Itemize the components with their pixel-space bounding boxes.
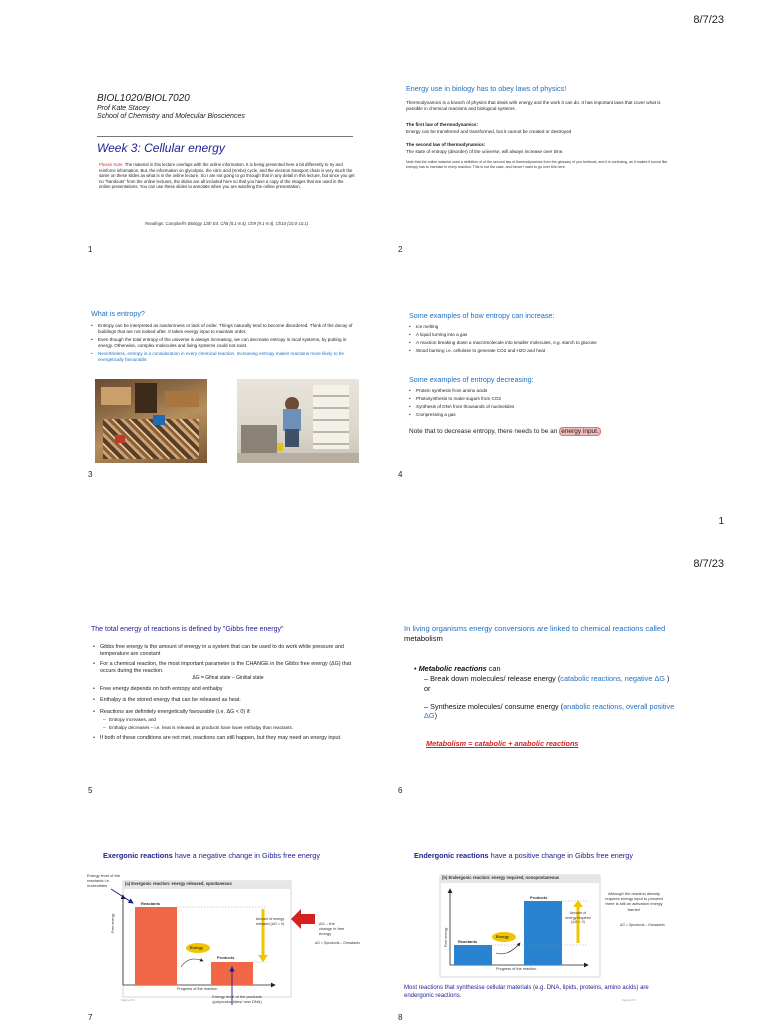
slide-8 [400, 845, 760, 1015]
list-item: – Enthalpy decreases – i.e. heat is released as products have lower enthalpy than reactants. [103, 725, 363, 731]
slide-number: 3 [88, 470, 93, 479]
note-text: The material in this lecture overlaps with the online information. It is being presented here a bit differently to try and reinforce information. But, the information on glycolysis, the citric acid (Krebs) cycle, and the electron transport chain is very much the same on these slides as what is in the online lecture. So I am not going to go through that in any detail in this lecture, but since you get no "handouts" from the online lectures, the slides are all included here so that you have a copy of the images that are used in the online presentations. You can use these slides to annotate when you are watching the online presentation. [99, 162, 355, 190]
list-item: • A liquid turning into a gas [409, 332, 677, 338]
list-item: • Enthalpy is the stored energy that can be released as heat. [93, 697, 363, 704]
slide-6 [400, 620, 760, 785]
second-law-heading: The second law of thermodynamics: [406, 142, 486, 147]
slide-7 [85, 845, 445, 1015]
title-bold: Exergonic reactions [103, 851, 173, 860]
slide-4 [400, 305, 760, 470]
list-item: • Photosynthesis to make sugars from CO2 [409, 396, 677, 402]
energy-label: Energy [496, 935, 509, 939]
energy-label: Energy [190, 946, 203, 950]
title-text: In living organisms energy conversions are linked to chemical reactions called [404, 624, 666, 633]
anabolic-text: anabolic reactions, overall positive ΔG [424, 701, 675, 721]
gibbs-equation: ΔG = Gfinal state – Ginitial state [192, 675, 264, 682]
slide-number: 5 [88, 786, 93, 795]
endergonic-caption: Most reactions that synthesise cellular materials (e.g. DNA, lipids, proteins, amino acids) are endergonic reactions. [404, 985, 649, 1000]
panel-title: (a) Exergonic reaction: energy released, spontaneous [125, 881, 232, 886]
metabolic-heading: • Metabolic reactions can [414, 664, 501, 673]
list-item: • Even though the total entropy of the universe is always increasing, we can decrease entropy in local systems, by putting in energy. Otherwise, complex molecules and living systems could not exist. [91, 337, 359, 349]
cleaning-room-photo [237, 379, 359, 463]
list-item: • Reactions are definitely energetically favourable (i.e. ΔG < 0) if: [93, 709, 363, 716]
list-item: • Ice melting [409, 324, 677, 330]
catabolic-item: – Break down molecules/ release energy (catabolic reactions, negative ΔG ) or [424, 673, 670, 693]
x-axis-label: Progress of the reaction [496, 967, 537, 971]
slide-3 [85, 305, 445, 470]
slide-number: 1 [88, 245, 93, 254]
amount-released-label: Amount of energy released (ΔG < 0) [255, 917, 285, 926]
activation-note: Although the reaction already requires energy input to proceed there is still an activation energy barrier! [605, 891, 663, 912]
increase-list [409, 324, 677, 356]
y-axis-label: Free energy [111, 913, 115, 933]
first-law-text: Energy can be transferred and transformed, but it cannot be created or destroyed [406, 129, 572, 134]
title-rest: have a positive change in Gibbs free energy [488, 851, 634, 860]
panel-title: (b) Endergonic reaction: energy required, nonspontaneous [442, 875, 560, 880]
metabolic-reactions [414, 664, 676, 721]
slide-title: Week 3: Cellular energy [97, 141, 225, 155]
slide-title [404, 624, 676, 644]
messy-room-photo [95, 379, 207, 463]
title-rest: have a negative change in Gibbs free energy [172, 851, 321, 860]
first-law-heading: The first law of thermodynamics: [406, 122, 478, 127]
delta-g-formula: ΔG = Gproducts – Greactants [315, 941, 360, 945]
delta-g-arrow [291, 909, 315, 929]
course-code: BIOL1020/BIOL7020 [97, 93, 190, 104]
list-item: • Protein synthesis from amino acids [409, 388, 677, 394]
page-date-top: 8/7/23 [693, 14, 724, 26]
products-label: Products [530, 895, 548, 900]
title-divider [97, 136, 353, 137]
metabolic-label: Metabolic reactions [418, 664, 487, 673]
delta-g-formula: ΔG = Gproducts – Greactants [620, 923, 665, 927]
slide-number: 7 [88, 1013, 93, 1022]
list-item: • If both of these conditions are not met, reactions can still happen, but they may need an energy input. [93, 735, 363, 742]
products-energy-note: Energy level of the products (polynucleotides/ new DNA) [212, 994, 262, 1005]
gibbs-bullets [93, 644, 363, 745]
note-text: Note that to decrease entropy, there needs to be an [409, 428, 560, 435]
list-item: • For a chemical reaction, the most important parameter is the CHANGE in the Gibbs free energy (ΔG) that occurs during the reaction. [93, 661, 363, 676]
exergonic-diagram [85, 845, 445, 1015]
slide-5 [85, 620, 445, 785]
reactants-bar [454, 945, 492, 965]
slide-title: The total energy of reactions is defined by "Gibbs free energy" [91, 626, 284, 633]
please-note [99, 162, 355, 190]
x-axis-label: Progress of the reaction [177, 987, 218, 991]
lecturer-name: Prof Kate Stacey [97, 105, 150, 112]
list-item: • Entropy can be interpreted as randomness or lack of order. Things naturally tend to become disordered. Think of the decay of buildings that are not looked after. It takes energy input to maintain order. [91, 323, 359, 335]
y-axis-label: Free energy [444, 927, 448, 947]
list-item: • Gibbs free energy is the amount of energy in a system that can be used to do work while pressure and temperature are constant [93, 644, 363, 659]
favourable-conditions [93, 717, 363, 731]
page-date-mid: 8/7/23 [693, 558, 724, 570]
list-item: • Wood burning i.e. cellulose to generate CO2 and H2O and heat [409, 348, 677, 354]
slide-1 [85, 85, 445, 245]
entropy-bullets [91, 323, 359, 365]
catabolic-text: catabolic reactions, negative ΔG [560, 673, 665, 683]
list-item: • Nevertheless, entropy is a consideration in every chemical reaction. Increasing entropy makes reactions more likely to be energetically favourable. [91, 351, 359, 363]
slide-2 [400, 80, 760, 250]
second-law-text: The state of entropy (disorder) of the universe, will always increase over time. [406, 149, 564, 154]
figure-ref: Figure 8.6 [622, 998, 636, 1002]
decrease-title: Some examples of entropy decreasing: [409, 375, 534, 384]
page-number: 1 [718, 516, 724, 527]
list-item: • Free energy depends on both entropy and enthalpy [93, 686, 363, 693]
decrease-list [409, 388, 677, 420]
slide-title: What is entropy? [91, 309, 145, 318]
figure-ref: Figure 8.6 [121, 998, 135, 1002]
reactants-bar [135, 907, 177, 985]
slide-number: 8 [398, 1013, 403, 1022]
increase-title: Some examples of how entropy can increase: [409, 311, 555, 320]
products-label: Products [217, 955, 235, 960]
list-item: • Compressing a gas [409, 412, 677, 418]
slide-title: Energy use in biology has to obey laws of physics! [406, 84, 567, 93]
energy-input-highlight: energy input. [561, 428, 599, 435]
title-term: metabolism [404, 633, 443, 643]
products-bar [524, 901, 562, 965]
school-name: School of Chemistry and Molecular Biosciences [97, 113, 245, 120]
amount-required-label: Amount of energy required (ΔG > 0) [565, 911, 591, 925]
note-label: Please Note: [99, 162, 124, 167]
reactants-energy-note: Energy level of the reactants i.e. nucleotides [87, 873, 121, 889]
reactants-label: Reactants [141, 901, 161, 906]
list-item: – Entropy increases, and [103, 717, 363, 723]
metabolism-equation: Metabolism = catabolic + anabolic reactions [426, 739, 579, 748]
anabolic-item: – Synthesize molecules/ consume energy (anabolic reactions, overall positive ΔG) [424, 701, 675, 721]
second-law-footnote: Note that the online material used a definition of of the second law of thermodynamics from the glossary of you textbook, and it is confusing, as it makes it sound like entropy has to increase in every reaction. This is not the case, and hence I want to go over this here. [406, 160, 668, 169]
slide-number: 2 [398, 245, 403, 254]
list-item: • Synthesis of DNA from thousands of nucleotides [409, 404, 677, 410]
thermo-intro: Thermodynamics is a branch of physics that deals with energy and the work it can do. It has important laws that cover what is possible in chemical reactions and biological systems. [406, 100, 661, 111]
slide-number: 4 [398, 470, 403, 479]
energy-input-note [409, 428, 601, 435]
reactants-label: Reactants [458, 939, 478, 944]
slide-number: 6 [398, 786, 403, 795]
readings: Readings: Campbell's Biology 12th Ed. Ch8 (8.1-8.4), Ch9 (9.1-9.4), Ch10 (10.0-10.1) [145, 221, 309, 226]
title-bold: Endergonic reactions [414, 851, 489, 860]
delta-g-note: ΔG – the change in free energy [319, 921, 345, 937]
list-item: • A reaction breaking down a macromolecule into smaller molecules, e.g. starch to glucose [409, 340, 677, 346]
